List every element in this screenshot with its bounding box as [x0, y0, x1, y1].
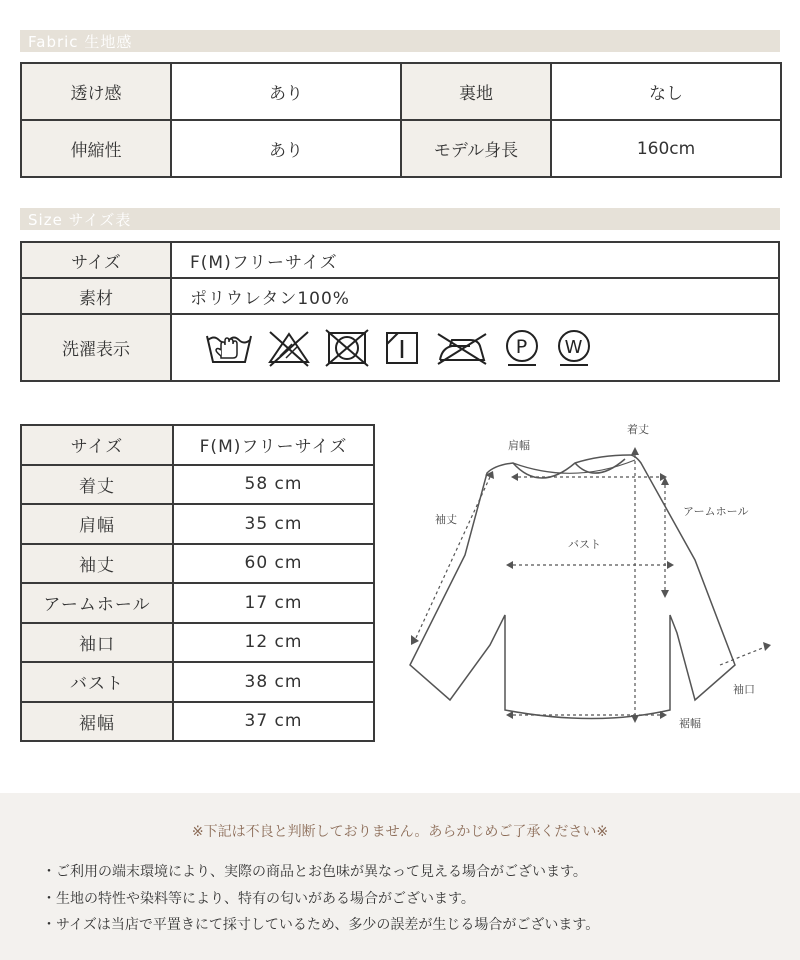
sheerness-label: 透け感: [21, 63, 171, 120]
care-icons-cell: [171, 314, 779, 381]
sleeve-label: 袖丈: [21, 544, 173, 584]
svg-text:W: W: [564, 336, 584, 358]
size-label: サイズ: [21, 242, 171, 278]
size-info-table: [20, 241, 780, 382]
table-row: [21, 583, 374, 623]
table-row: [21, 623, 374, 663]
armhole-label: アームホール: [21, 583, 173, 623]
shoulder-value: 35 cm: [173, 504, 374, 544]
notice-line: ・ご利用の端末環境により、実際の商品とお色味が異なって見える場合がございます。: [42, 864, 587, 880]
table-row: [21, 465, 374, 505]
svg-text:P: P: [515, 335, 529, 358]
no-tumble-dry-icon: [324, 328, 370, 368]
notice-title: ※下記は不良と判断しておりません。あらかじめご了承ください※: [191, 824, 609, 840]
material-value: ポリウレタン100%: [171, 278, 779, 314]
care-icons: [190, 328, 778, 368]
diagram-sleeve-label: 袖丈: [435, 513, 457, 526]
material-label: 素材: [21, 278, 171, 314]
notice-box: [0, 793, 800, 960]
measurements-table: [20, 424, 375, 742]
lining-label: 裏地: [401, 63, 551, 120]
garment-diagram: [395, 415, 795, 745]
fabric-section-title: Fabric 生地感: [28, 33, 133, 51]
measurements-header-label: サイズ: [21, 425, 173, 465]
diagram-bust-label: バスト: [568, 538, 601, 551]
no-bleach-icon: [266, 328, 312, 368]
length-label: 着丈: [21, 465, 173, 505]
shoulder-label: 肩幅: [21, 504, 173, 544]
sleeve-value: 60 cm: [173, 544, 374, 584]
table-row: [21, 662, 374, 702]
care-row: [21, 314, 779, 381]
diagram-length-label: 着丈: [627, 423, 649, 436]
care-label: 洗濯表示: [21, 314, 171, 381]
hem-label: 裾幅: [21, 702, 173, 742]
fabric-row: [21, 63, 781, 120]
stretch-label: 伸縮性: [21, 120, 171, 177]
bust-value: 38 cm: [173, 662, 374, 702]
table-row: [21, 544, 374, 584]
drip-dry-icon: [382, 328, 422, 368]
model-height-label: モデル身長: [401, 120, 551, 177]
fabric-section-header: [20, 30, 780, 52]
size-row: [21, 242, 779, 278]
bust-label: バスト: [21, 662, 173, 702]
cuff-value: 12 cm: [173, 623, 374, 663]
size-section-header: [20, 208, 780, 230]
armhole-value: 17 cm: [173, 583, 374, 623]
size-value: F(M)フリーサイズ: [171, 242, 779, 278]
table-row: [21, 504, 374, 544]
material-row: [21, 278, 779, 314]
stretch-value: あり: [171, 120, 401, 177]
size-section-title: Size サイズ表: [28, 211, 132, 229]
diagram-cuff-label: 袖口: [733, 683, 755, 696]
cuff-label: 袖口: [21, 623, 173, 663]
diagram-hem-label: 裾幅: [679, 717, 701, 730]
fabric-row: [21, 120, 781, 177]
model-height-value: 160cm: [551, 120, 781, 177]
diagram-shoulder-label: 肩幅: [508, 439, 530, 452]
sheerness-value: あり: [171, 63, 401, 120]
table-row: [21, 702, 374, 742]
notice-line: ・サイズは当店で平置きにて採寸しているため、多少の誤差が生じる場合がございます。: [42, 917, 600, 933]
dry-clean-p-icon: [502, 328, 542, 368]
fabric-table: [20, 62, 782, 178]
diagram-armhole-label: アームホール: [683, 505, 749, 518]
no-iron-icon: [434, 328, 490, 368]
wet-clean-w-icon: [554, 328, 594, 368]
measurements-header-row: [21, 425, 374, 465]
lining-value: なし: [551, 63, 781, 120]
notice-line: ・生地の特性や染料等により、特有の匂いがある場合がございます。: [42, 891, 475, 907]
hand-wash-40-icon: [204, 328, 254, 368]
measurements-header-value: F(M)フリーサイズ: [173, 425, 374, 465]
hem-value: 37 cm: [173, 702, 374, 742]
length-value: 58 cm: [173, 465, 374, 505]
